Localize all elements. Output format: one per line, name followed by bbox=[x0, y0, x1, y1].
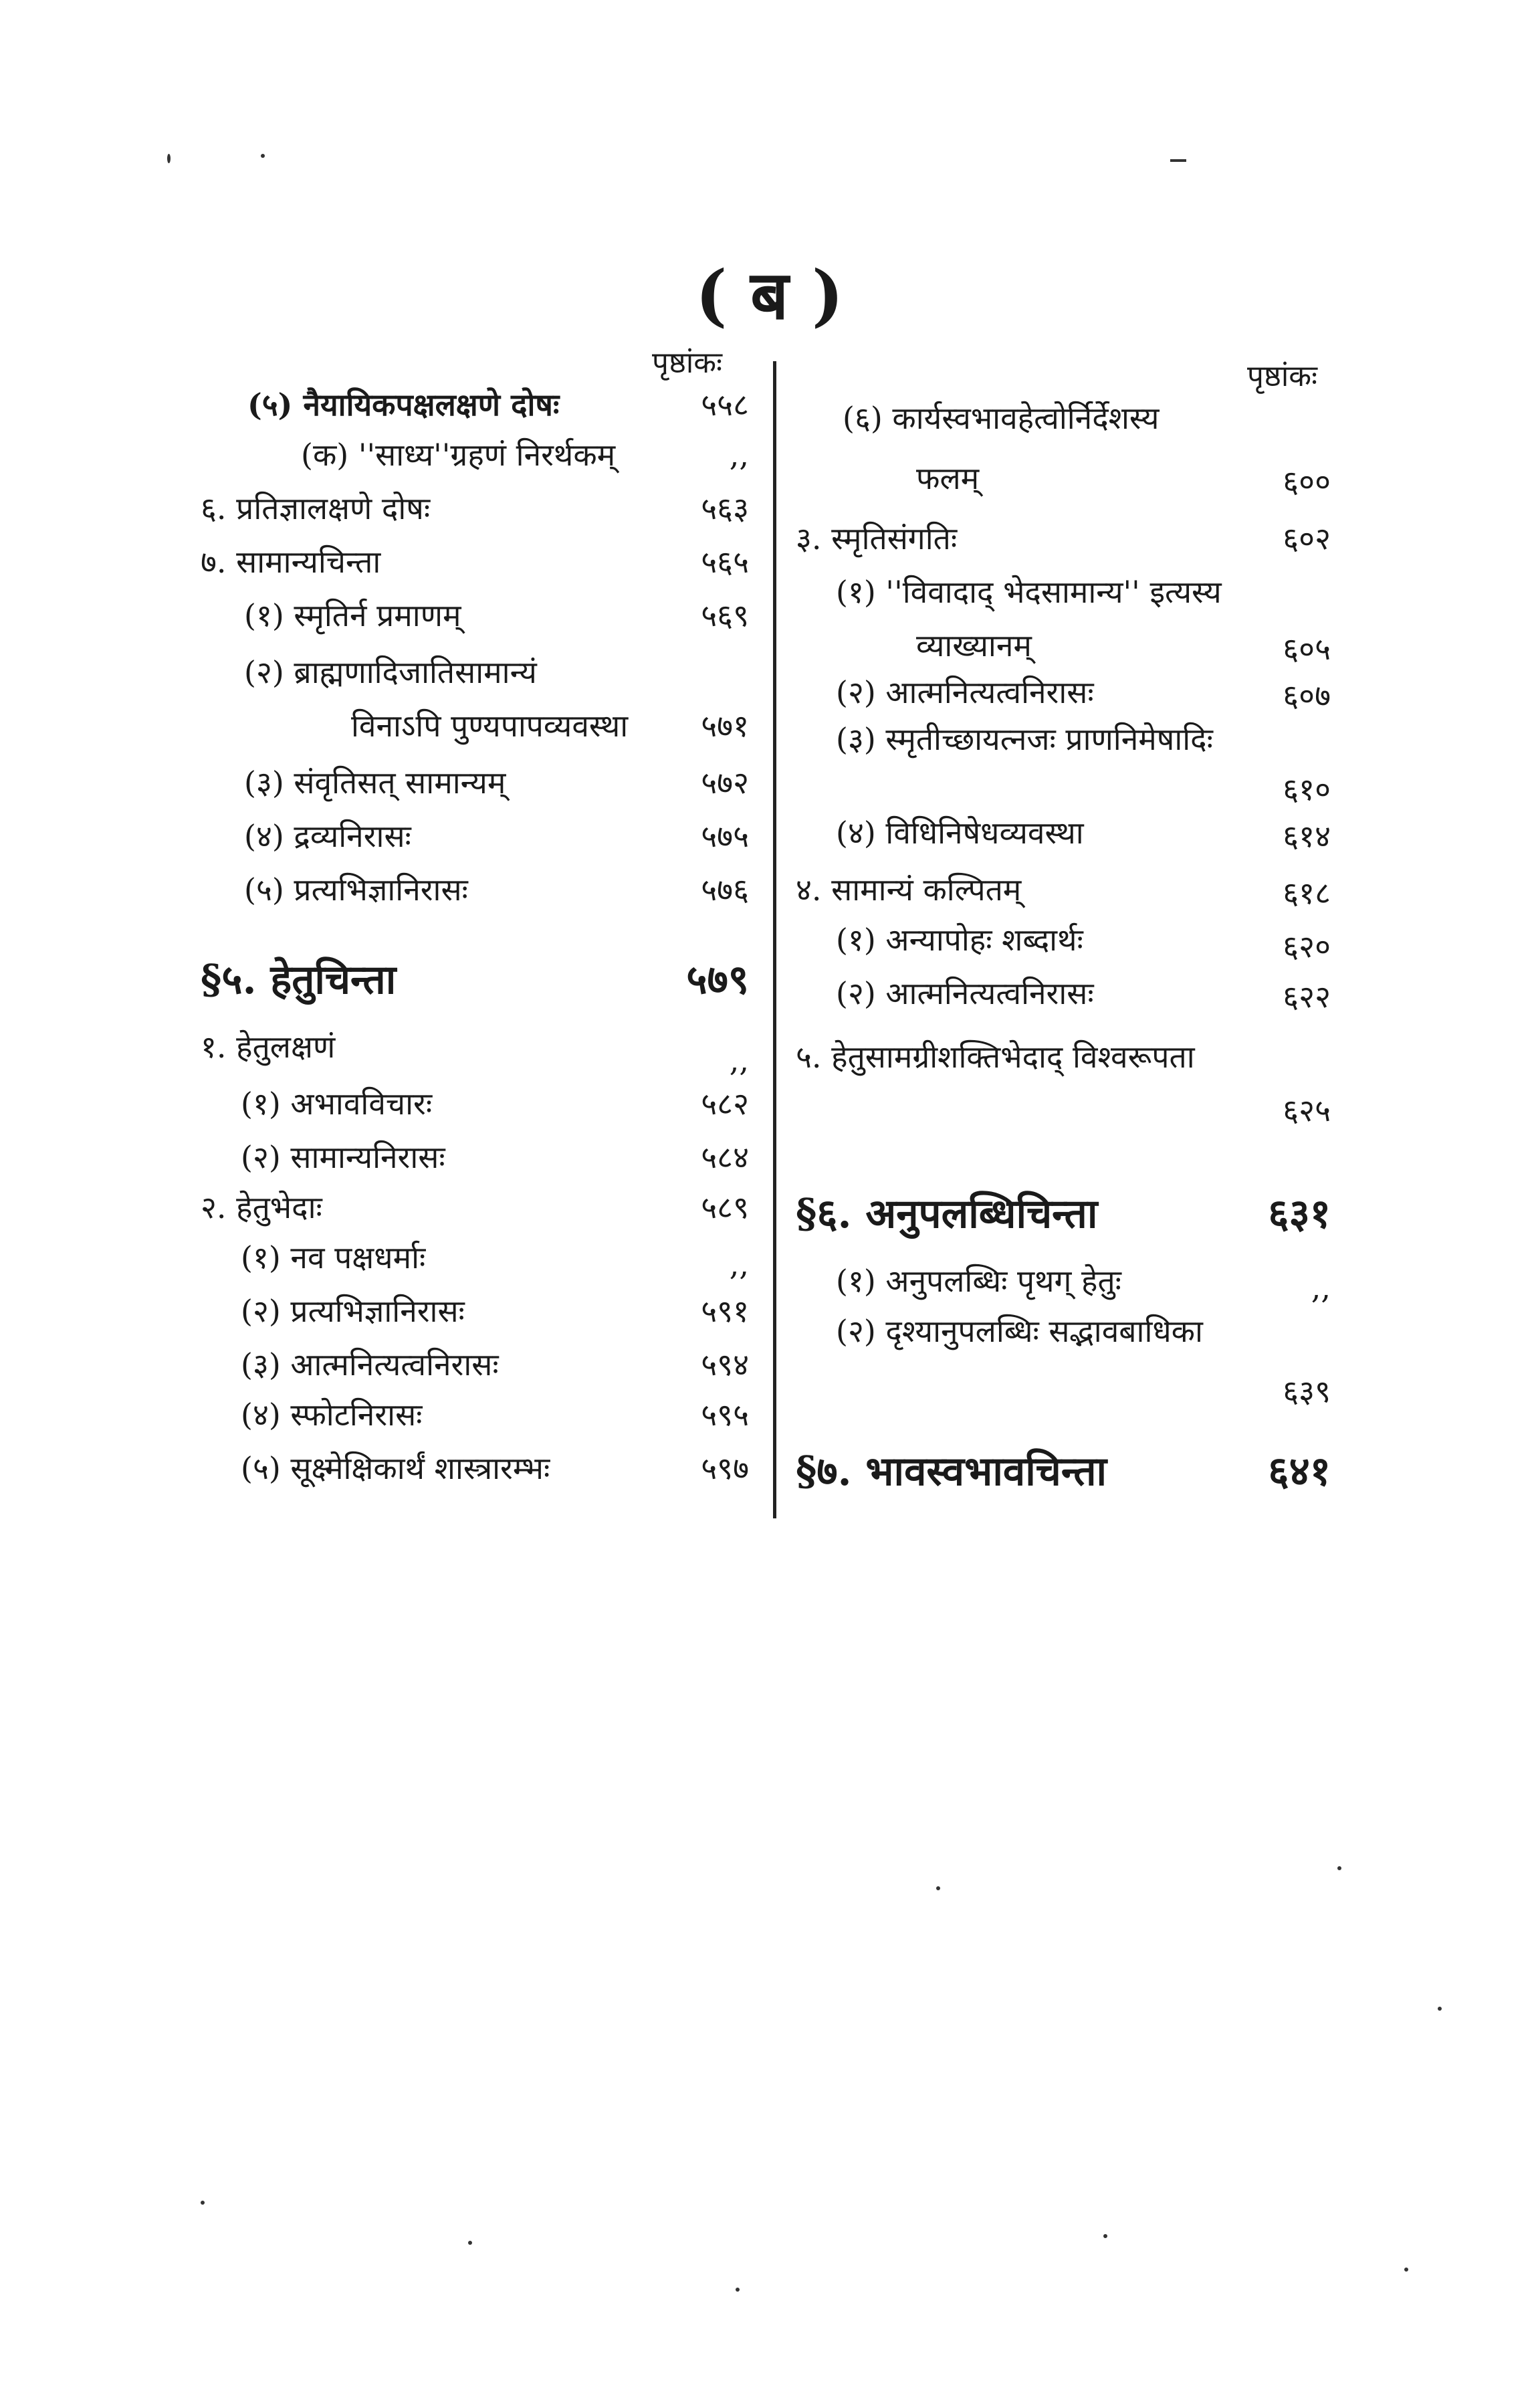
right-page-5: ६०५ bbox=[1283, 631, 1331, 667]
right-entry-5: व्याख्यानम् bbox=[916, 627, 1032, 664]
left-entry-12: (१) अभावविचारः bbox=[241, 1086, 433, 1122]
scan-speck bbox=[1337, 1866, 1341, 1870]
left-entry-18: (४) स्फोटनिरासः bbox=[241, 1397, 423, 1433]
left-page-10: ५७६ bbox=[701, 872, 749, 908]
left-entry-7: विनाऽपि पुण्यपापव्यवस्था bbox=[351, 708, 629, 744]
right-page-8: ६१० bbox=[1283, 771, 1331, 807]
right-entry-3: ३. स्मृतिसंगतिः bbox=[796, 520, 958, 557]
scan-speck bbox=[936, 1886, 940, 1890]
left-page-11: ,, bbox=[729, 1042, 749, 1078]
scan-speck bbox=[1170, 159, 1186, 162]
column-divider bbox=[773, 361, 776, 1518]
left-entry-14: २. हेतुभेदाः bbox=[201, 1189, 322, 1225]
scan-speck bbox=[167, 154, 171, 163]
left-column-heading: पृष्ठांकः bbox=[652, 346, 722, 380]
left-page-2: ,, bbox=[729, 437, 749, 473]
scan-speck bbox=[1103, 2234, 1107, 2238]
scan-speck bbox=[736, 2288, 740, 2292]
right-page-2: ६०० bbox=[1283, 464, 1331, 500]
left-page-15: ,, bbox=[729, 1246, 749, 1282]
section-7-page: ६४१ bbox=[1268, 1448, 1331, 1495]
left-entry-6: (२) ब्राह्मणादिजातिसामान्यं bbox=[244, 654, 537, 690]
right-entry-2: फलम् bbox=[916, 460, 980, 496]
right-page-11: ६२० bbox=[1283, 928, 1331, 965]
section-5-heading: §५. हेतुचिन्ता bbox=[201, 957, 397, 1003]
left-page-16: ५९१ bbox=[701, 1293, 749, 1329]
left-entry-8: (३) संवृतिसत् सामान्यम् bbox=[244, 765, 506, 801]
section-6-page: ६३१ bbox=[1268, 1191, 1331, 1237]
right-entry-11: (१) अन्यापोहः शब्दार्थः bbox=[836, 922, 1083, 958]
left-page-7: ५७१ bbox=[701, 708, 749, 744]
left-entry-17: (३) आत्मनित्यत्वनिरासः bbox=[241, 1346, 499, 1383]
right-entry-9: (४) विधिनिषेधव्यवस्था bbox=[836, 815, 1084, 851]
left-entry-4: ७. सामान्यचिन्ता bbox=[201, 544, 381, 580]
right-page-14: ६२५ bbox=[1283, 1092, 1331, 1128]
right-page-12: ६२२ bbox=[1283, 979, 1331, 1015]
left-entry-19: (५) सूक्ष्मेक्षिकार्थं शास्त्रारम्भः bbox=[241, 1450, 550, 1486]
left-entry-3: ६. प्रतिज्ञालक्षणे दोषः bbox=[201, 490, 431, 526]
left-page-19: ५९७ bbox=[701, 1450, 749, 1486]
right-page-17: ६३९ bbox=[1283, 1373, 1331, 1409]
right-page-3: ६०२ bbox=[1283, 520, 1331, 557]
right-page-9: ६१४ bbox=[1283, 818, 1331, 854]
right-entry-12: (२) आत्मनित्यत्वनिरासः bbox=[836, 975, 1094, 1011]
left-page-17: ५९४ bbox=[701, 1346, 749, 1383]
right-entry-15: (१) अनुपलब्धिः पृथग् हेतुः bbox=[836, 1263, 1121, 1299]
right-entry-7: (३) स्मृतीच्छायत्नजः प्राणनिमेषादिः bbox=[836, 721, 1213, 757]
left-entry-2: (क) ''साध्य''ग्रहणं निरर्थकम् bbox=[301, 437, 616, 473]
right-entry-1: (६) कार्यस्वभावहेत्वोर्निर्देशस्य bbox=[843, 400, 1160, 436]
left-entry-9: (४) द्रव्यनिरासः bbox=[244, 818, 411, 854]
left-page-14: ५८९ bbox=[701, 1189, 749, 1225]
left-entry-15: (१) नव पक्षधर्माः bbox=[241, 1239, 426, 1276]
section-7-heading: §७. भावस्वभावचिन्ता bbox=[796, 1448, 1107, 1495]
left-page-9: ५७५ bbox=[701, 818, 749, 854]
left-page-1: ५५८ bbox=[701, 387, 749, 423]
right-column-heading: पृष्ठांकः bbox=[1247, 359, 1317, 393]
left-page-3: ५६३ bbox=[701, 490, 749, 526]
scan-speck bbox=[201, 2201, 205, 2205]
right-entry-4: (१) ''विवादाद् भेदसामान्य'' इत्यस्य bbox=[836, 574, 1222, 610]
left-entry-13: (२) सामान्यनिरासः bbox=[241, 1139, 445, 1175]
page-mark: ( ब ) bbox=[695, 256, 844, 334]
scan-speck bbox=[1404, 2268, 1408, 2272]
section-5-page: ५७९ bbox=[686, 957, 749, 1003]
scan-speck bbox=[261, 154, 265, 158]
left-page-4: ५६५ bbox=[701, 544, 749, 580]
left-page-8: ५७२ bbox=[701, 765, 749, 801]
right-page-10: ६१८ bbox=[1283, 875, 1331, 911]
left-page-18: ५९५ bbox=[701, 1397, 749, 1433]
section-6-heading: §६. अनुपलब्धिचिन्ता bbox=[796, 1191, 1098, 1237]
left-entry-16: (२) प्रत्यभिज्ञानिरासः bbox=[241, 1293, 465, 1329]
right-entry-16: (२) दृश्यानुपलब्धिः सद्भावबाधिका bbox=[836, 1313, 1203, 1349]
scan-speck bbox=[1438, 2007, 1442, 2011]
right-page-15: ,, bbox=[1311, 1270, 1331, 1306]
right-entry-13: ५. हेतुसामग्रीशक्तिभेदाद् विश्वरूपता bbox=[796, 1039, 1195, 1075]
left-page-13: ५८४ bbox=[701, 1139, 749, 1175]
left-page-5: ५६९ bbox=[701, 597, 749, 633]
right-entry-6: (२) आत्मनित्यत्वनिरासः bbox=[836, 674, 1094, 710]
left-entry-11: १. हेतुलक्षणं bbox=[201, 1029, 336, 1065]
left-page-12: ५८२ bbox=[701, 1086, 749, 1122]
right-page-6: ६०७ bbox=[1283, 678, 1331, 714]
left-entry-5: (१) स्मृतिर्न प्रमाणम् bbox=[244, 597, 461, 633]
scan-speck bbox=[468, 2241, 472, 2245]
right-entry-10: ४. सामान्यं कल्पितम् bbox=[796, 872, 1022, 908]
left-entry-1: (५) नैयायिकपक्षलक्षणे दोषः bbox=[247, 387, 560, 423]
left-entry-10: (५) प्रत्यभिज्ञानिरासः bbox=[244, 872, 468, 908]
